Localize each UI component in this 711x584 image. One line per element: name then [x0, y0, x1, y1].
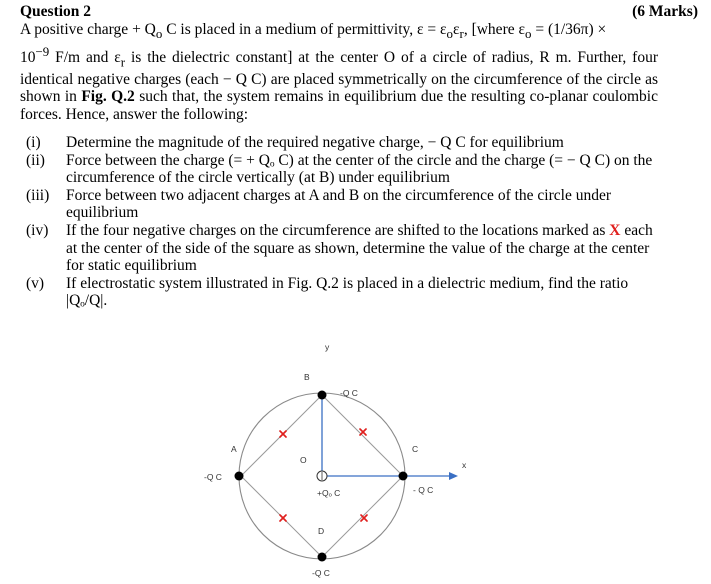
question-title: Question 2 [20, 3, 92, 20]
charge-c [399, 472, 408, 481]
subscript-r: r [120, 53, 126, 69]
intro-text-9: such that, the system remains in equilibrium due the resulting co-planar coulombic forces. Hence, answer the following: [20, 88, 658, 123]
question-marks: (6 Marks) [632, 3, 698, 20]
charge-d-label: -Q C [312, 568, 330, 578]
point-o-label: O [300, 455, 307, 465]
axis-y-label: y [325, 342, 330, 352]
subscript-o: o [155, 26, 163, 42]
axis-x-label: x [462, 460, 467, 470]
sub-question-text: Force between the charge (= + Qₒ C) at the center of the circle and the charge (= − Q C) on the circumference of the circle vertically (at B) under equilibrium [66, 151, 653, 187]
figure-reference: Fig. Q.2 [81, 88, 135, 106]
intro-text-2: C is placed in a medium of permittivity, ε = ε [162, 21, 447, 38]
charge-b-label: -Q C [340, 388, 358, 398]
charge-c-label: - Q C [413, 485, 434, 495]
sub-question-number: (ii) [26, 151, 45, 169]
x-marker-icon [280, 431, 286, 437]
intro-text-3: ε [453, 21, 460, 38]
intro-text-5: = (1/36π) × [531, 21, 607, 38]
x-marker-icon [360, 429, 366, 435]
sub-question-number: (iii) [26, 186, 50, 204]
intro-text-8: is the dielectric constant] at the center O of a circle of radius, R m. Further, four identical negative charges (each − Q C) are placed symmetrically on the circumference of the circle as shown in [20, 48, 658, 106]
intro-text-4: , [where ε [463, 21, 525, 38]
sub-question-text: If electrostatic system illustrated in Fig. Q.2 is placed in a dielectric medium, find the ratio |Qₒ/Q|. [66, 274, 629, 310]
charge-d [318, 553, 327, 562]
subscript-o: o [525, 26, 532, 42]
point-a-label: A [231, 444, 237, 454]
sub-question-text: Determine the magnitude of the required negative charge, − Q C for equilibrium [66, 134, 564, 151]
charge-a-label: -Q C [204, 472, 222, 482]
sub-question-number: (v) [26, 274, 45, 292]
sub-question-number: (i) [26, 134, 41, 151]
point-b-label: B [304, 372, 310, 382]
sub-question-text-post: each at the center of the side of the square as shown, determine the value of the charge at the center for static equilibrium [66, 221, 653, 275]
x-marker-icon [280, 515, 286, 521]
point-c-label: C [412, 444, 419, 454]
intro-text-7: F/m and ε [49, 48, 121, 66]
intro-text-1: A positive charge + Q [20, 21, 156, 38]
sub-question-text: Force between two adjacent charges at A and B on the circumference of the circle under equilibrium [66, 186, 611, 222]
x-marker-inline: X [609, 221, 621, 239]
center-charge-label: +Qₒ C [317, 488, 341, 498]
sub-question-number: (iv) [26, 221, 49, 239]
subscript-o: o [446, 26, 453, 42]
subscript-r: r [459, 26, 464, 42]
superscript-exponent: −9 [35, 43, 50, 59]
charge-b [318, 391, 327, 400]
intro-text-6: 10 [20, 48, 36, 66]
x-marker-icon [361, 515, 367, 521]
charge-a [235, 472, 244, 481]
x-axis-arrow-icon [449, 472, 458, 480]
point-d-label: D [318, 526, 325, 536]
sub-question-text-pre: If the four negative charges on the circumference are shifted to the locations marked as [66, 221, 610, 239]
